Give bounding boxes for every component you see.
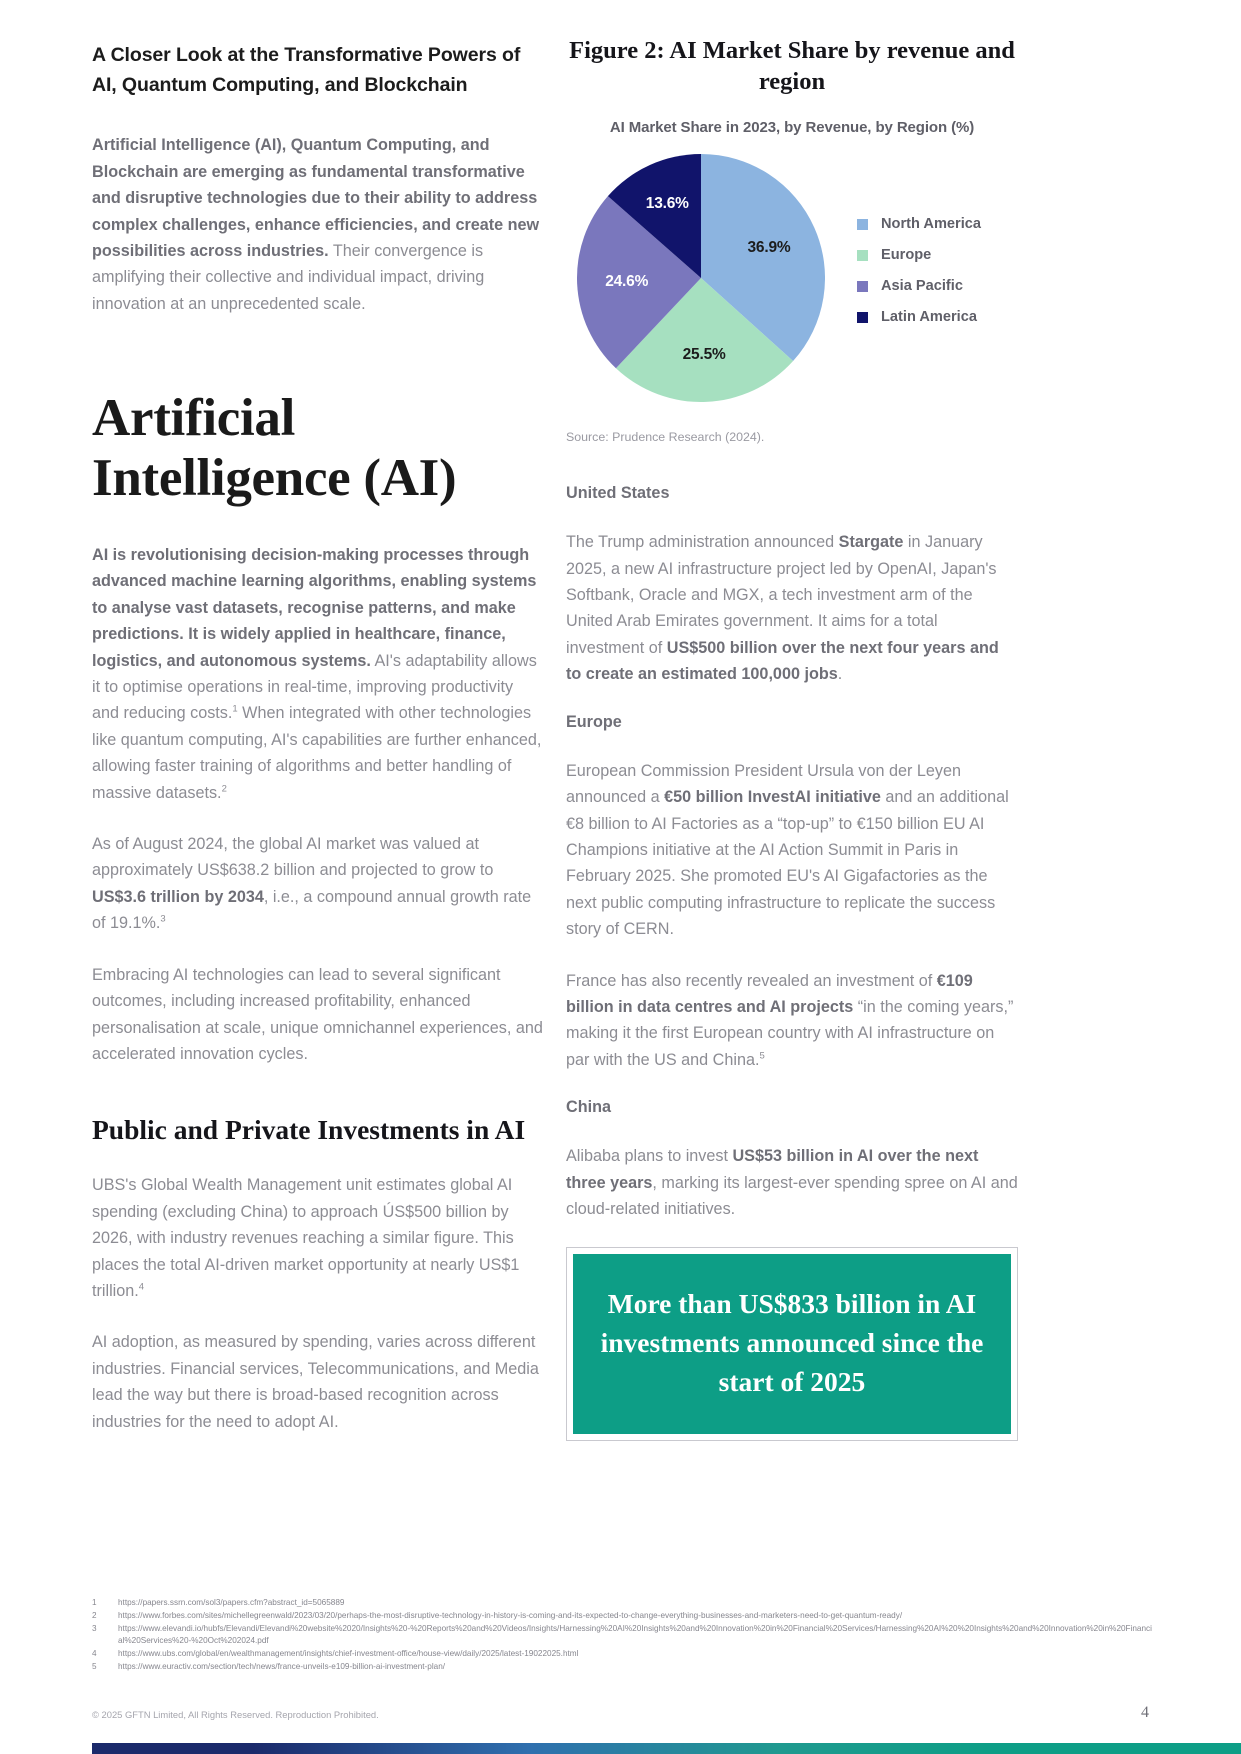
ai-p1-bold: AI is revolutionising decision-making processes through advanced machine learning algorithms, enabling systems to analyse vast datasets, recognise patterns, and make predictions. It is widely applied in healthcare, finance, logistics, and autonomous systems. xyxy=(92,546,537,670)
copyright-notice: © 2025 GFTN Limited, All Rights Reserved. Reproduction Prohibited. xyxy=(92,1709,379,1720)
inv-p1-text: UBS's Global Wealth Management unit estimates global AI spending (excluding China) to approach ÚS$500 billion by 2026, with industry revenues reaching a similar figure. This places the total AI-driven market opportunity at nearly US$1 trillion. xyxy=(92,1176,520,1300)
footnote-ref-5: 5 xyxy=(759,1050,765,1062)
legend-item-europe xyxy=(857,247,981,263)
europe-paragraph xyxy=(566,758,1018,943)
cn-bold-investment: US$53 billion in AI over the next three years xyxy=(566,1147,979,1192)
us-bold-investment: US$500 billion over the next four years and to create an estimated 100,000 jobs xyxy=(566,638,999,684)
footnotes-list xyxy=(92,1597,1152,1674)
fr-text-a: France has also recently revealed an investment of xyxy=(566,971,937,990)
figure-subtitle: AI Market Share in 2023, by Revenue, by Region (%) xyxy=(609,119,975,137)
china-paragraph xyxy=(566,1143,1018,1222)
footnote-number: 4 xyxy=(92,1649,97,1659)
footnote-ref-4: 4 xyxy=(138,1281,145,1293)
callout-text: More than US$833 billion in AI investments announced since the start of 2025 xyxy=(573,1254,1011,1433)
legend-label: Europe xyxy=(881,247,932,264)
legend-item-latin-america xyxy=(857,309,981,325)
footnote-number: 3 xyxy=(92,1624,97,1634)
page-title: Artificial Intelligence (AI) xyxy=(92,389,457,507)
investments-heading: Public and Private Investments in AI xyxy=(92,1114,526,1146)
legend-swatch-icon xyxy=(857,312,868,323)
footnote-ref-2: 2 xyxy=(221,783,227,795)
legend-label: Asia Pacific xyxy=(881,278,963,295)
cn-text-c: , marking its largest-ever spending spree on AI and cloud-related initiatives. xyxy=(566,1173,1018,1218)
fr-text-c: “in the coming years,” making it the first European country with AI infrastructure on par with the US and China. xyxy=(566,997,1014,1069)
subheading-europe: Europe xyxy=(566,712,622,731)
footnote-url[interactable]: https://www.ubs.com/global/en/wealthmanagement/insights/chief-investment-office/house-view/daily/2025/latest-19022025.html xyxy=(118,1649,579,1659)
footnote-url[interactable]: https://www.forbes.com/sites/michellegreenwald/2023/03/20/perhaps-the-most-disruptive-technology-in-history-is-coming-and-its-expected-to-change-everything-businesses-and-marketers-need-to-get-quantum-ready/ xyxy=(118,1611,903,1621)
footnote-url[interactable]: https://www.elevandi.io/hubfs/Elevandi/Elevandi%20website%2020/Insights%20-%20Reports%20and%20Videos/Insights/Harnessing%20AI%20Insights%20and%20Innovation%20in%20Financial%20Services/Harnessing%20AI%20%20Insights%20and%20Innovation%20in%20Financial%20Services%20-%20Oct%202024.pdf xyxy=(118,1624,1152,1645)
us-text-a: The Trump administration announced xyxy=(566,533,839,552)
legend-label: North America xyxy=(881,216,982,233)
pie-label-north-america: 36.9% xyxy=(747,239,791,257)
figure-title: Figure 2: AI Market Share by revenue and region xyxy=(569,37,1015,95)
left-column xyxy=(92,40,544,1460)
us-bold-stargate: Stargate xyxy=(838,533,904,552)
footnote-row xyxy=(92,1661,1152,1673)
intro-bold: Artificial Intelligence (AI), Quantum Computing, and Blockchain are emerging as fundamental transformative and disruptive technologies due to their ability to address complex challenges, enhance efficiencies, and create new possibilities across industries. xyxy=(92,136,540,261)
ai-p2-a: As of August 2024, the global AI market was valued at approximately US$638.2 billion and projected to grow to xyxy=(92,835,494,880)
footnote-row xyxy=(92,1623,1152,1646)
investments-paragraph-2: AI adoption, as measured by spending, varies across different industries. Financial services, Telecommunications, and Media lead the way but there is broad-based recognition across industries for the need to adopt AI. xyxy=(92,1333,539,1431)
chart-legend xyxy=(857,216,981,340)
legend-swatch-icon xyxy=(857,281,868,292)
legend-swatch-icon xyxy=(857,219,868,230)
footnote-url[interactable]: https://papers.ssrn.com/sol3/papers.cfm?abstract_id=5065889 xyxy=(118,1598,345,1607)
footnote-ref-3: 3 xyxy=(160,913,166,925)
france-paragraph xyxy=(566,968,1018,1074)
ai-p1-rest-a: AI's adaptability allows it to optimise operations in real-time, improving productivity and reducing costs. xyxy=(92,651,537,723)
right-column xyxy=(566,36,1018,1441)
section-heading: A Closer Look at the Transformative Powers of AI, Quantum Computing, and Blockchain xyxy=(92,44,521,97)
ai-p1-rest-b: When integrated with other technologies like quantum computing, AI's capabilities are further enhanced, allowing faster training of algorithms and better handling of massive datasets. xyxy=(92,704,542,802)
footnote-row xyxy=(92,1610,1152,1622)
footnote-ref-1: 1 xyxy=(232,704,238,716)
eu-text-a: European Commission President Ursula von der Leyen announced a xyxy=(566,761,961,807)
callout-box xyxy=(566,1247,1018,1440)
ai-p2-b: , i.e., a compound annual growth rate of 19.1%. xyxy=(92,887,532,933)
pie-label-europe: 25.5% xyxy=(682,346,726,364)
intro-paragraph xyxy=(92,132,544,317)
legend-item-north-america xyxy=(857,216,981,232)
fr-bold-investment: €109 billion in data centres and AI projects xyxy=(566,971,973,1016)
ai-paragraph-1 xyxy=(92,542,544,806)
us-paragraph xyxy=(566,529,1018,687)
us-text-d: . xyxy=(837,665,843,684)
footnote-row xyxy=(92,1597,1152,1609)
footnote-number: 1 xyxy=(92,1598,97,1607)
investments-paragraph-1 xyxy=(92,1172,544,1304)
footnote-number: 2 xyxy=(92,1611,97,1621)
subheading-china: China xyxy=(566,1098,611,1117)
footnote-row xyxy=(92,1648,1152,1660)
ai-paragraph-2 xyxy=(92,831,544,937)
footnote-number: 5 xyxy=(92,1662,97,1672)
footnote-url[interactable]: https://www.euractiv.com/section/tech/news/france-unveils-e109-billion-ai-investment-plan/ xyxy=(118,1662,446,1672)
ai-p2-bold: US$3.6 trillion by 2034 xyxy=(92,887,264,906)
legend-swatch-icon xyxy=(857,250,868,261)
ai-paragraph-3: Embracing AI technologies can lead to several significant outcomes, including increased profitability, enhanced personalisation at scale, unique omnichannel experiences, and accelerated innovation cycles. xyxy=(92,965,543,1063)
subheading-united-states: United States xyxy=(566,484,670,503)
footer-color-bar xyxy=(92,1743,1241,1754)
pie-label-asia-pacific: 24.6% xyxy=(605,272,649,290)
page-number: 4 xyxy=(1141,1704,1149,1721)
intro-rest: Their convergence is amplifying their collective and individual impact, driving innovation at an unprecedented scale. xyxy=(92,242,485,313)
pie-label-latin-america: 13.6% xyxy=(645,194,689,212)
eu-text-c: and an additional €8 billion to AI Factories as a “top-up” to €150 billion EU AI Champions initiative at the AI Action Summit in Paris in February 2025. She promoted EU's AI Gigafactories as the next public computing infrastructure to replicate the success story of CERN. xyxy=(566,788,1009,939)
eu-bold-investai: €50 billion InvestAI initiative xyxy=(664,788,881,807)
us-text-c: in January 2025, a new AI infrastructure project led by OpenAI, Japan's Softbank, Oracle and MGX, a tech investment arm of the United Arab Emirates government. It aims for a total investment of xyxy=(566,533,997,657)
legend-label: Latin America xyxy=(881,309,977,326)
pie-chart xyxy=(566,154,1018,416)
legend-item-asia-pacific xyxy=(857,278,981,294)
figure-source: Source: Prudence Research (2024). xyxy=(566,430,765,445)
cn-text-a: Alibaba plans to invest xyxy=(566,1147,733,1166)
